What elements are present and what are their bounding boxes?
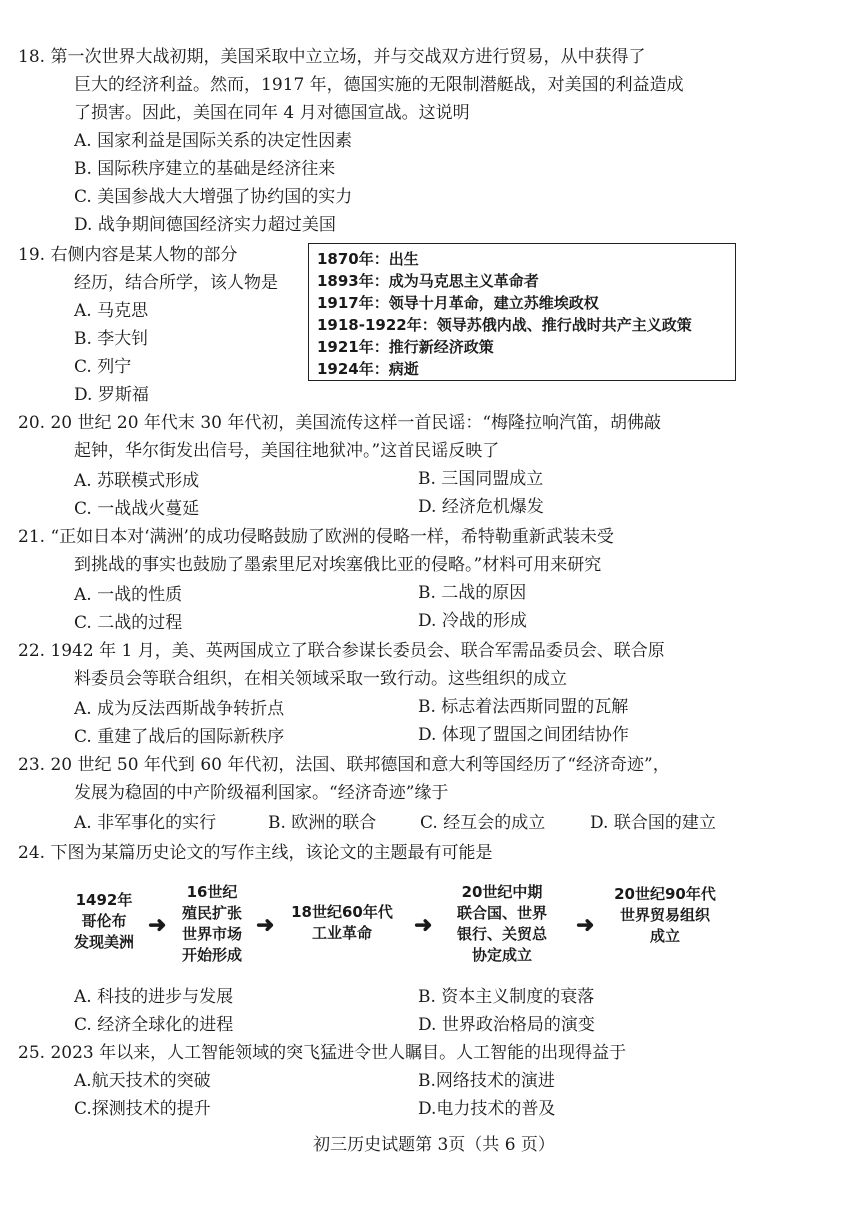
q25-option-a: A.航天技术的突破 [74,1071,211,1091]
q18-option-c: C. 美国参战大大增强了协约国的实力 [74,187,353,207]
writing-flow-diagram [60,882,740,972]
q18-option-d: D. 战争期间德国经济实力超过美国 [74,215,336,235]
q20-stem-line-2: 起钟，华尔街发出信号，美国往地狱冲。”这首民谣反映了 [74,441,500,461]
q24-option-d: D. 世界政治格局的演变 [418,1015,595,1035]
q18-stem-line-1: 18. 第一次世界大战初期，美国采取中立立场，并与交战双方进行贸易，从中获得了 [18,47,646,67]
q23-option-b: B. 欧洲的联合 [268,813,377,833]
flow-node-1492: 1492年 哥伦布 发现美洲 [73,891,134,951]
biography-box [308,243,736,381]
q23-stem-line-1: 23. 20 世纪 50 年代到 60 年代初，法国、联邦德国和意大利等国经历了“经济奇迹”， [18,755,670,775]
q19-option-b: B. 李大钊 [74,329,149,349]
flow-node-18th-century: 18世纪60年代 工业革命 [291,903,393,942]
arrow-icon: ➜ [256,912,275,938]
q20-option-c: C. 一战战火蔓延 [74,499,200,519]
q19-stem-line-2: 经历，结合所学，该人物是 [74,273,278,293]
q23-stem-line-2: 发展为稳固的中产阶级福利国家。“经济奇迹”缘于 [74,783,449,803]
q22-option-b: B. 标志着法西斯同盟的瓦解 [418,697,629,717]
q23-option-a: A. 非军事化的实行 [74,813,217,833]
q24-option-c: C. 经济全球化的进程 [74,1015,234,1035]
q21-option-d: D. 冷战的形成 [418,611,527,631]
arrow-icon: ➜ [148,912,167,938]
q22-option-c: C. 重建了战后的国际新秩序 [74,727,285,747]
biography-row: 1917年：领导十月革命，建立苏维埃政权 [317,294,599,312]
biography-row: 1893年：成为马克思主义革命者 [317,272,539,290]
q19-stem-line-1: 19. 右侧内容是某人物的部分 [18,245,238,265]
q19-option-d: D. 罗斯福 [74,385,149,405]
q21-option-a: A. 一战的性质 [74,585,183,605]
q19-option-c: C. 列宁 [74,357,132,377]
arrow-icon: ➜ [576,912,595,938]
q23-option-c: C. 经互会的成立 [420,813,546,833]
q20-option-d: D. 经济危机爆发 [418,497,544,517]
q18-stem-line-3: 了损害。因此，美国在同年 4 月对德国宣战。这说明 [74,103,470,123]
flow-node-mid-20th-century: 20世纪中期 联合国、世界 银行、关贸总 协定成立 [456,883,547,964]
q22-option-d: D. 体现了盟国之间团结协作 [418,725,629,745]
q21-option-c: C. 二战的过程 [74,613,183,633]
page-footer: 初三历史试题第 3页（共 6 页） [313,1135,555,1155]
q25-stem-line-1: 25. 2023 年以来，人工智能领域的突飞猛进令世人瞩目。人工智能的出现得益于 [18,1043,627,1063]
q22-stem-line-2: 料委员会等联合组织，在相关领域采取一致行动。这些组织的成立 [74,669,567,689]
q24-stem-line-1: 24. 下图为某篇历史论文的写作主线，该论文的主题最有可能是 [18,843,493,863]
q25-option-d: D.电力技术的普及 [418,1099,556,1119]
q25-option-c: C.探测技术的提升 [74,1099,211,1119]
q21-stem-line-1: 21. “正如日本对‘满洲’的成功侵略鼓励了欧洲的侵略一样，希特勒重新武装未受 [18,527,614,547]
flow-node-1990s: 20世纪90年代 世界贸易组织 成立 [614,885,716,945]
biography-row: 1870年：出生 [317,250,419,268]
q23-option-d: D. 联合国的建立 [590,813,716,833]
q18-stem-line-2: 巨大的经济利益。然而，1917 年，德国实施的无限制潜艇战，对美国的利益造成 [74,75,684,95]
q22-stem-line-1: 22. 1942 年 1 月，美、英两国成立了联合参谋长委员会、联合军需品委员会、联合原 [18,641,665,661]
q20-stem-line-1: 20. 20 世纪 20 年代末 30 年代初，美国流传这样一首民谣：“梅隆拉响汽笛，胡佛敲 [18,413,662,433]
q21-stem-line-2: 到挑战的事实也鼓励了墨索里尼对埃塞俄比亚的侵略。”材料可用来研究 [74,555,602,575]
biography-row: 1918-1922年：领导苏俄内战、推行战时共产主义政策 [317,316,692,334]
q20-option-a: A. 苏联模式形成 [74,471,200,491]
biography-row: 1924年：病逝 [317,360,419,378]
q21-option-b: B. 二战的原因 [418,583,527,603]
q24-option-a: A. 科技的进步与发展 [74,987,234,1007]
q20-option-b: B. 三国同盟成立 [418,469,544,489]
q25-option-b: B.网络技术的演进 [418,1071,555,1091]
q22-option-a: A. 成为反法西斯战争转折点 [74,699,285,719]
q18-option-a: A. 国家利益是国际关系的决定性因素 [74,131,353,151]
arrow-icon: ➜ [414,912,433,938]
flow-node-16th-century: 16世纪 殖民扩张 世界市场 开始形成 [181,883,242,964]
biography-row: 1921年：推行新经济政策 [317,338,494,356]
q19-option-a: A. 马克思 [74,301,149,321]
q24-option-b: B. 资本主义制度的衰落 [418,987,595,1007]
q18-option-b: B. 国际秩序建立的基础是经济往来 [74,159,336,179]
